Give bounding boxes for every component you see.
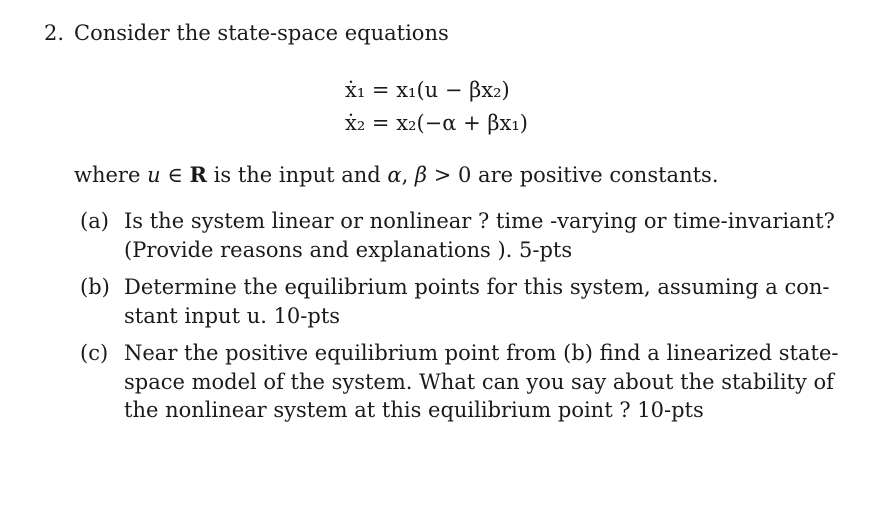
part-b [80, 273, 840, 330]
part-c-line: Near the positive equilibrium point from (b) find a linearized state- [124, 341, 839, 365]
part-a-line: (Provide reasons and explanations ). 5-pts [124, 237, 573, 262]
part-c-line: the nonlinear system at this equilibrium point ? 10-pts [124, 398, 704, 422]
symbol-beta: β [414, 163, 428, 187]
part-c-label: (c) [80, 341, 109, 365]
part-a-line: Is the system linear or nonlinear ? time -varying or time-invariant? [124, 209, 835, 233]
problem-heading [44, 21, 449, 45]
where-mid: is the input and [206, 163, 388, 187]
part-a-label: (a) [80, 209, 109, 233]
part-c-text [124, 339, 840, 425]
state-space-equations [345, 74, 528, 140]
part-b-text [124, 273, 840, 330]
equation-x1: ẋ₁ = x₁(u − βx₂) [345, 78, 510, 102]
symbol-reals: R [189, 162, 207, 187]
part-a-text [124, 207, 840, 264]
where-comma: , [401, 163, 415, 187]
where-pre: where [74, 163, 148, 187]
part-c [80, 339, 840, 425]
symbol-u: u [147, 163, 161, 187]
problem-number: 2. [44, 21, 65, 45]
where-clause [74, 162, 719, 187]
equation-x2: ẋ₂ = x₂(−α + βx₁) [345, 111, 528, 135]
symbol-alpha: α [387, 163, 402, 187]
problem-parts [80, 207, 840, 434]
part-b-label: (b) [80, 275, 110, 299]
where-in: ∈ [160, 163, 190, 187]
part-c-line: space model of the system. What can you say about the stability of [124, 369, 834, 394]
where-post: > 0 are positive constants. [427, 163, 719, 187]
part-b-line: stant input u. 10-pts [124, 303, 341, 328]
part-a [80, 207, 840, 264]
part-b-line: Determine the equilibrium points for this system, assuming a con- [124, 275, 830, 299]
problem-intro: Consider the state-space equations [74, 21, 449, 45]
